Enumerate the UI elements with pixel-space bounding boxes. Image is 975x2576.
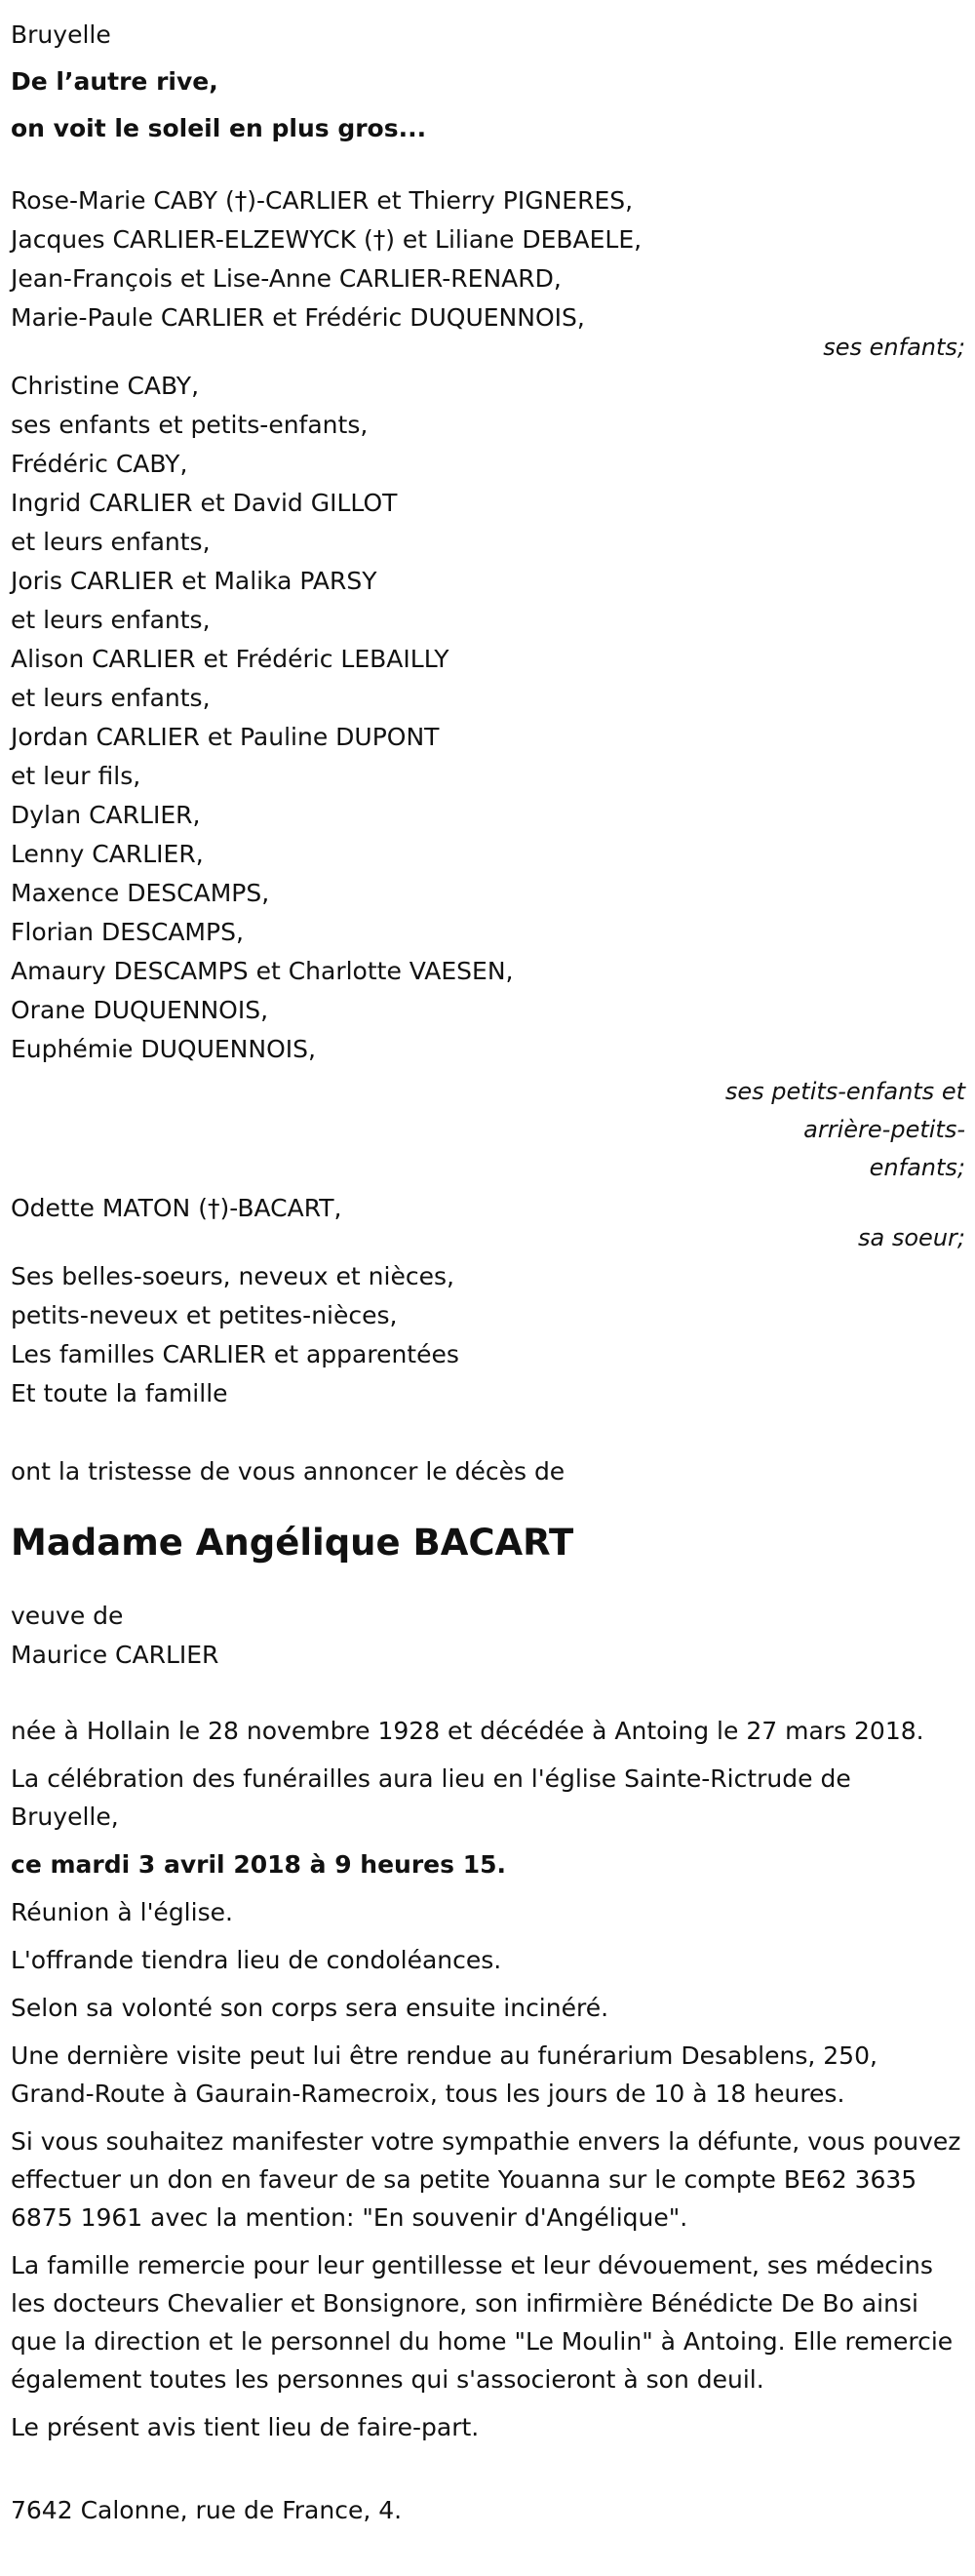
grandchild-name: Orane DUQUENNOIS, (11, 996, 269, 1024)
grandchild-name: Amaury DESCAMPS et Charlotte VAESEN, (11, 957, 514, 985)
grandchild-name: Ingrid CARLIER et David GILLOT (11, 489, 398, 517)
grandchild-name: Alison CARLIER et Frédéric LEBAILLY (11, 645, 449, 673)
announcement-text: ont la tristesse de vous annoncer le décès de (11, 1457, 566, 1486)
relation-label-children: ses enfants; (823, 334, 965, 361)
extended-family-list (11, 1257, 965, 1413)
birth-death-text: née à Hollain le 28 novembre 1928 et décédée à Antoing le 27 mars 2018. (11, 1717, 924, 1745)
grandchild-name: Lenny CARLIER, (11, 840, 204, 868)
grandchild-name: Christine CABY, (11, 372, 200, 400)
widow-of-label: veuve de (11, 1602, 124, 1630)
grandchild-name: et leurs enfants, (11, 684, 211, 712)
spouse-name: Maurice CARLIER (11, 1641, 219, 1669)
child-name: Jean-François et Lise-Anne CARLIER-RENARD, (11, 264, 562, 293)
grandchild-name: Joris CARLIER et Malika PARSY (11, 567, 377, 595)
ceremony-date: ce mardi 3 avril 2018 à 9 heures 15. (11, 1850, 506, 1879)
grandchild-name: et leur fils, (11, 762, 141, 790)
location: Bruyelle (11, 20, 111, 49)
grandchild-name: ses enfants et petits-enfants, (11, 411, 369, 439)
cremation-text: Selon sa volonté son corps sera ensuite incinéré. (11, 1994, 609, 2022)
notice-text: Le présent avis tient lieu de faire-part. (11, 2413, 480, 2441)
grandchild-name: et leurs enfants, (11, 528, 211, 556)
grandchild-name: Maxence DESCAMPS, (11, 879, 270, 907)
children-list (11, 181, 965, 337)
family-line: Ses belles-soeurs, neveux et nièces, (11, 1262, 454, 1290)
grandchild-name: Frédéric CABY, (11, 450, 188, 478)
grandchildren-list (11, 367, 965, 1069)
donation-text: Si vous souhaitez manifester votre sympathie envers la défunte, vous pouvez effectuer un don en faveur de sa petite Youanna sur le compte BE62 3635 6875 1961 avec la mention: "En souvenir d'Angélique". (11, 2127, 961, 2232)
child-name: Marie-Paule CARLIER et Frédéric DUQUENNOIS, (11, 303, 585, 332)
ceremony-text: La célébration des funérailles aura lieu en l'église Sainte-Rictrude de Bruyelle, (11, 1764, 851, 1831)
child-name: Jacques CARLIER-ELZEWYCK (†) et Liliane DEBAELE, (11, 225, 643, 254)
quote-line-1: De l’autre rive, (11, 67, 218, 96)
thanks-text: La famille remercie pour leur gentillesse et leur dévouement, ses médecins les docteurs Chevalier et Bonsignore, son infirmière Bénédicte De Bo ainsi que la direction et le personnel du home "Le Moulin" à Antoing. Elle remercie également toutes les personnes qui s'associeront à son deuil. (11, 2251, 954, 2394)
meeting-text: Réunion à l'église. (11, 1898, 233, 1926)
offering-text: L'offrande tiendra lieu de condoléances. (11, 1946, 502, 1974)
visit-text: Une dernière visite peut lui être rendue au funérarium Desablens, 250, Grand-Route à Gaurain-Ramecroix, tous les jours de 10 à 18 heures. (11, 2041, 878, 2108)
relation-label-sister: sa soeur; (858, 1224, 965, 1251)
relation-label-grandchildren: ses petits-enfants et arrière-petits-enfants; (724, 1078, 965, 1181)
grandchild-name: et leurs enfants, (11, 606, 211, 634)
family-line: petits-neveux et petites-nièces, (11, 1301, 398, 1329)
family-line: Et toute la famille (11, 1379, 228, 1407)
quote-line-2: on voit le soleil en plus gros... (11, 114, 427, 142)
address: 7642 Calonne, rue de France, 4. (11, 2496, 403, 2524)
child-name: Rose-Marie CABY (†)-CARLIER et Thierry PIGNERES, (11, 186, 634, 215)
sister-name: Odette MATON (†)-BACART, (11, 1194, 342, 1222)
deceased-name: Madame Angélique BACART (11, 1522, 574, 1564)
family-line: Les familles CARLIER et apparentées (11, 1340, 459, 1368)
grandchild-name: Euphémie DUQUENNOIS, (11, 1035, 316, 1063)
grandchild-name: Florian DESCAMPS, (11, 918, 244, 946)
grandchild-name: Jordan CARLIER et Pauline DUPONT (11, 723, 440, 751)
grandchild-name: Dylan CARLIER, (11, 801, 201, 829)
